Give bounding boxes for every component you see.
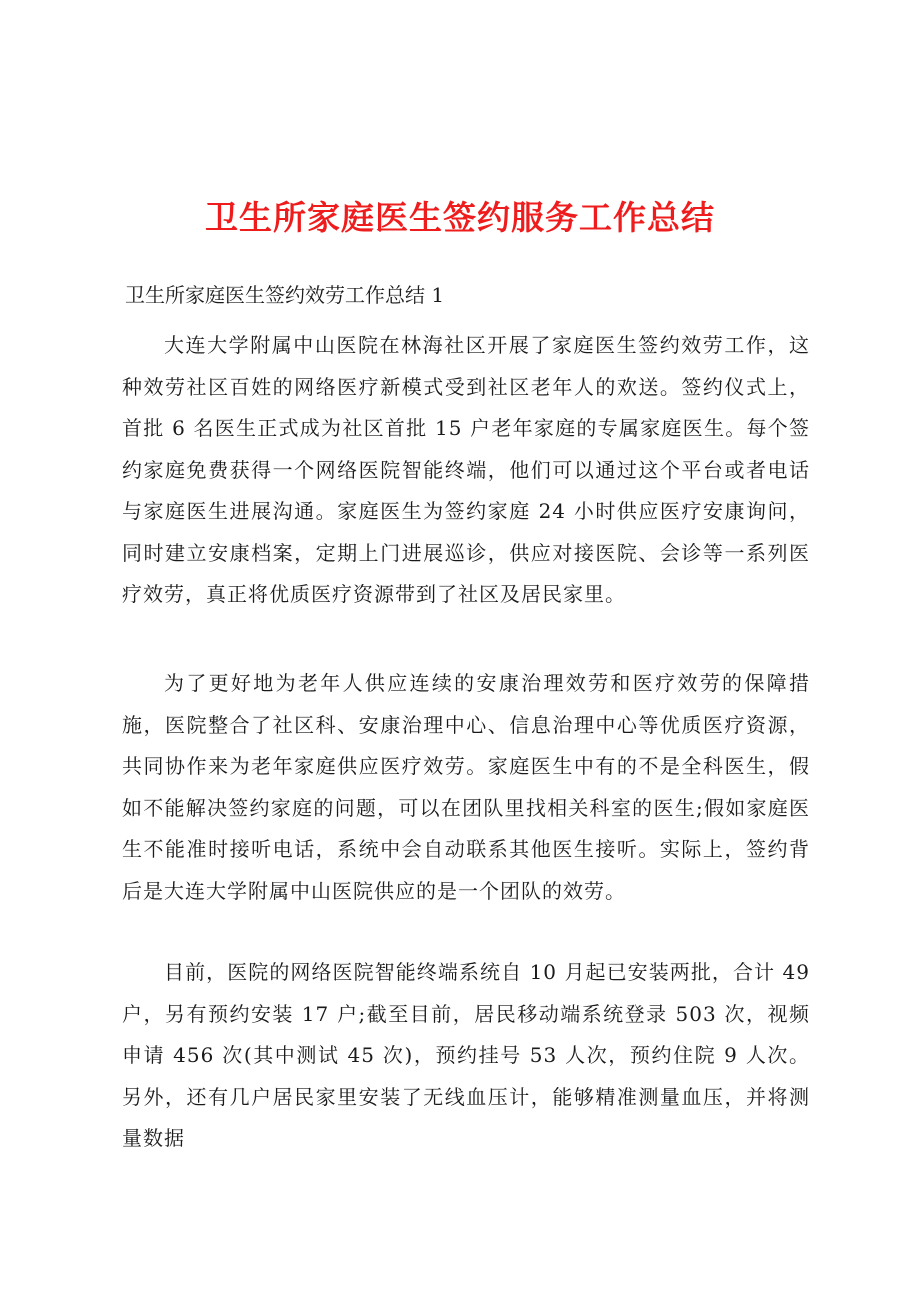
paragraph-1: 大连大学附属中山医院在林海社区开展了家庭医生签约效劳工作，这种效劳社区百姓的网络医疗新模式受到社区老年人的欢送。签约仪式上，首批 6 名医生正式成为社区首批 15 户老年家庭的专属家庭医生。每个签约家庭免费获得一个网络医院智能终端，他们可以通过这个平台或者电话与家庭医生进展沟通。家庭医生为签约家庭 24 小时供应医疗安康询问，同时建立安康档案，定期上门进展巡诊，供应对接医院、会诊等一系列医疗效劳，真正将优质医疗资源带到了社区及居民家里。 [122,333,810,606]
section-heading: 卫生所家庭医生签约效劳工作总结 1 [125,283,445,307]
paragraph-2: 为了更好地为老年人供应连续的安康治理效劳和医疗效劳的保障措施，医院整合了社区科、安康治理中心、信息治理中心等优质医疗资源，共同协作来为老年家庭供应医疗效劳。家庭医生中有的不是全科医生，假如不能解决签约家庭的问题，可以在团队里找相关科室的医生;假如家庭医生不能准时接听电话，系统中会自动联系其他医生接听。实际上，签约背后是大连大学附属中山医院供应的是一个团队的效劳。 [122,671,810,903]
paragraph-3: 目前，医院的网络医院智能终端系统自 10 月起已安装两批，合计 49 户，另有预约安装 17 户;截至目前，居民移动端系统登录 503 次，视频申请 456 次(其中测试 45 次)，预约挂号 53 人次，预约住院 9 人次。另外，还有几户居民家里安装了无线血压计，能够精准测量血压，并将测量数据 [122,960,810,1150]
document-title: 卫生所家庭医生签约服务工作总结 [205,198,715,237]
